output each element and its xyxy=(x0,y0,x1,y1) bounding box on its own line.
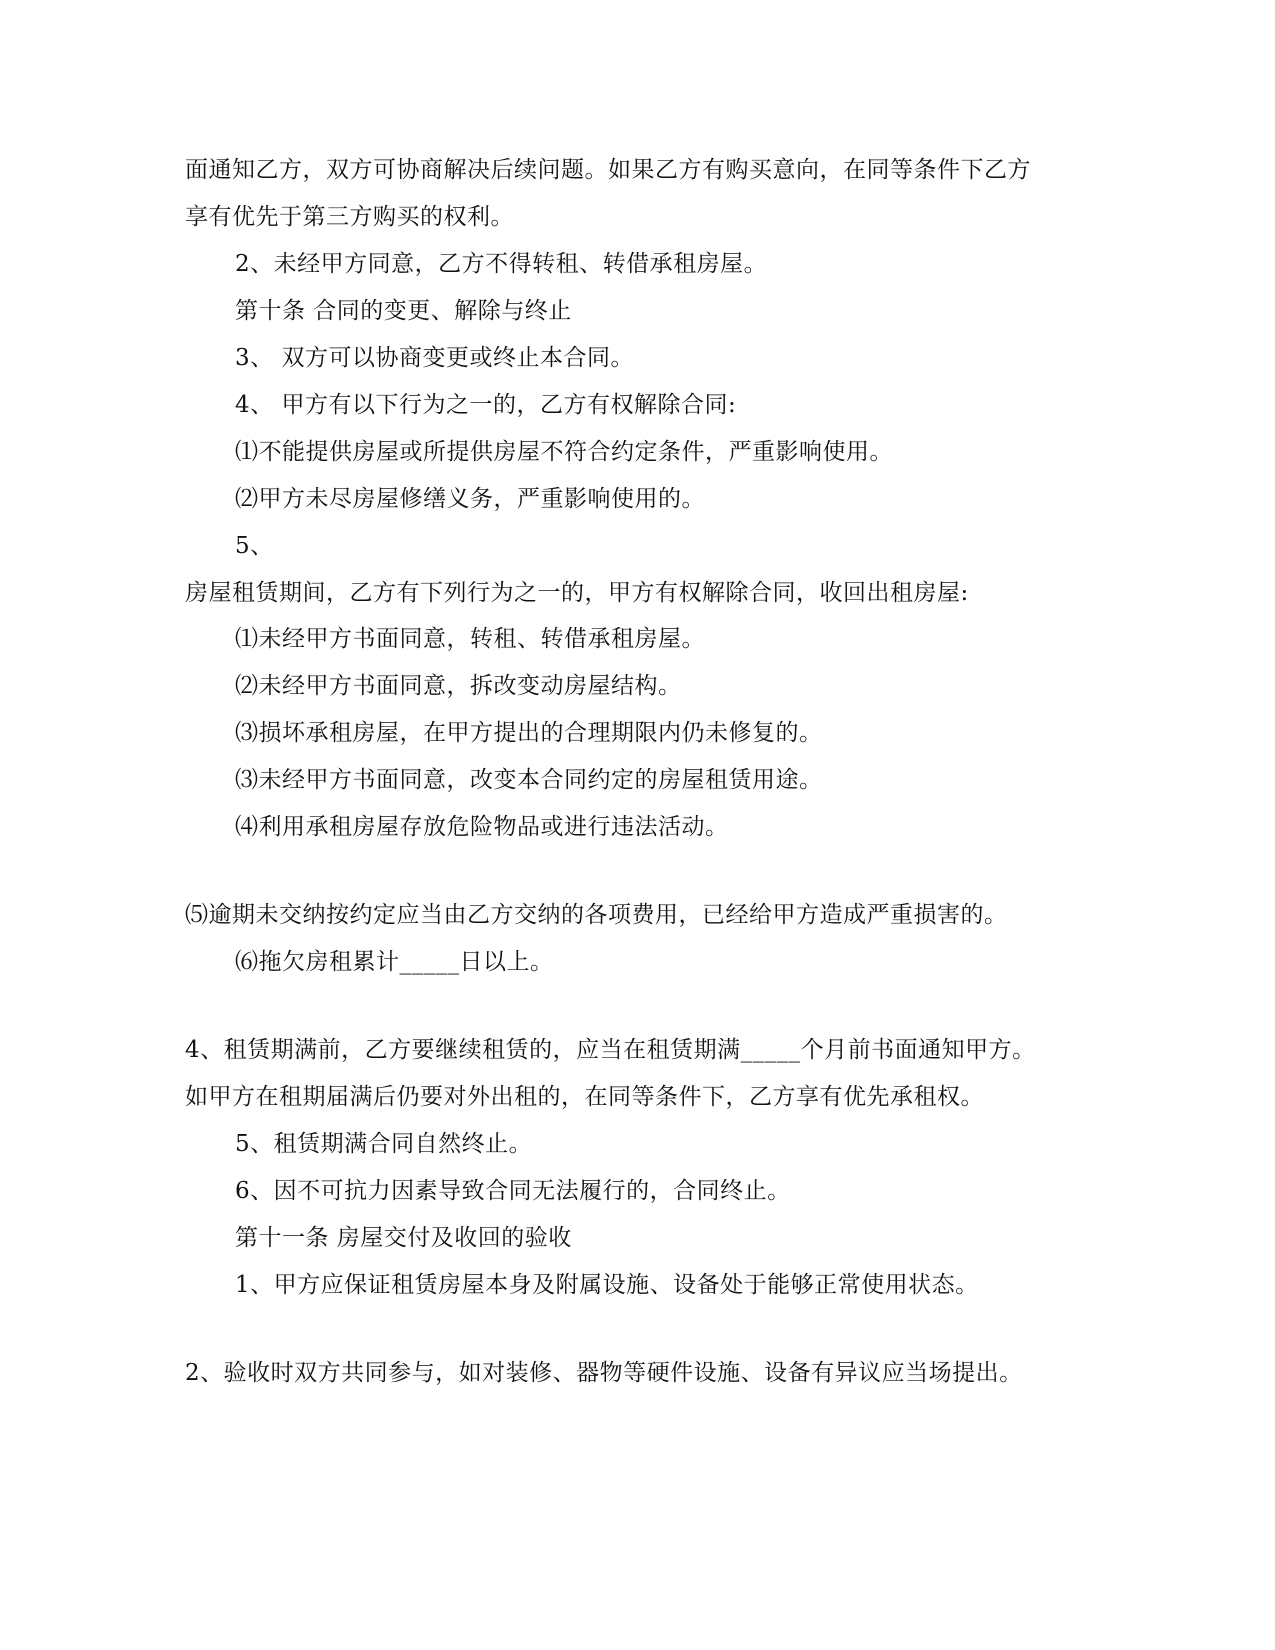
paragraph-line: 如甲方在租期届满后仍要对外出租的，在同等条件下，乙方享有优先承租权。 xyxy=(185,1084,984,1110)
sub-clause-item: ⑵甲方未尽房屋修缮义务，严重影响使用的。 xyxy=(235,486,705,512)
sub-clause-item: ⑹拖欠房租累计_____日以上。 xyxy=(235,949,554,975)
sub-clause-item: ⑴不能提供房屋或所提供房屋不符合约定条件，严重影响使用。 xyxy=(235,439,893,465)
clause-item: 5、租赁期满合同自然终止。 xyxy=(235,1131,533,1157)
clause-number: 5、 xyxy=(235,533,274,559)
clause-item: 3、 双方可以协商变更或终止本合同。 xyxy=(235,345,634,371)
sub-clause-item: ⑶损坏承租房屋，在甲方提出的合理期限内仍未修复的。 xyxy=(235,720,823,746)
sub-clause-item: ⑶未经甲方书面同意，改变本合同约定的房屋租赁用途。 xyxy=(235,767,823,793)
sub-clause-item: ⑸逾期未交纳按约定应当由乙方交纳的各项费用，已经给甲方造成严重损害的。 xyxy=(185,902,1008,928)
paragraph-line: 房屋租赁期间，乙方有下列行为之一的，甲方有权解除合同，收回出租房屋: xyxy=(185,580,969,606)
clause-item: 4、 甲方有以下行为之一的，乙方有权解除合同: xyxy=(235,392,737,418)
paragraph-line: 享有优先于第三方购买的权利。 xyxy=(185,204,514,230)
sub-clause-item: ⑵未经甲方书面同意，拆改变动房屋结构。 xyxy=(235,673,682,699)
clause-item: 1、甲方应保证租赁房屋本身及附属设施、设备处于能够正常使用状态。 xyxy=(235,1272,979,1298)
section-heading: 第十一条 房屋交付及收回的验收 xyxy=(235,1225,572,1251)
section-heading: 第十条 合同的变更、解除与终止 xyxy=(235,298,572,324)
clause-item: 2、未经甲方同意，乙方不得转租、转借承租房屋。 xyxy=(235,251,768,277)
sub-clause-item: ⑴未经甲方书面同意，转租、转借承租房屋。 xyxy=(235,626,705,652)
paragraph-line: 面通知乙方，双方可协商解决后续问题。如果乙方有购买意向，在同等条件下乙方 xyxy=(185,157,1031,183)
clause-item: 2、验收时双方共同参与，如对装修、器物等硬件设施、设备有异议应当场提出。 xyxy=(185,1360,1023,1386)
sub-clause-item: ⑷利用承租房屋存放危险物品或进行违法活动。 xyxy=(235,814,729,840)
clause-item: 6、因不可抗力因素导致合同无法履行的，合同终止。 xyxy=(235,1178,791,1204)
clause-item: 4、租赁期满前，乙方要继续租赁的，应当在租赁期满_____个月前书面通知甲方。 xyxy=(185,1037,1036,1063)
